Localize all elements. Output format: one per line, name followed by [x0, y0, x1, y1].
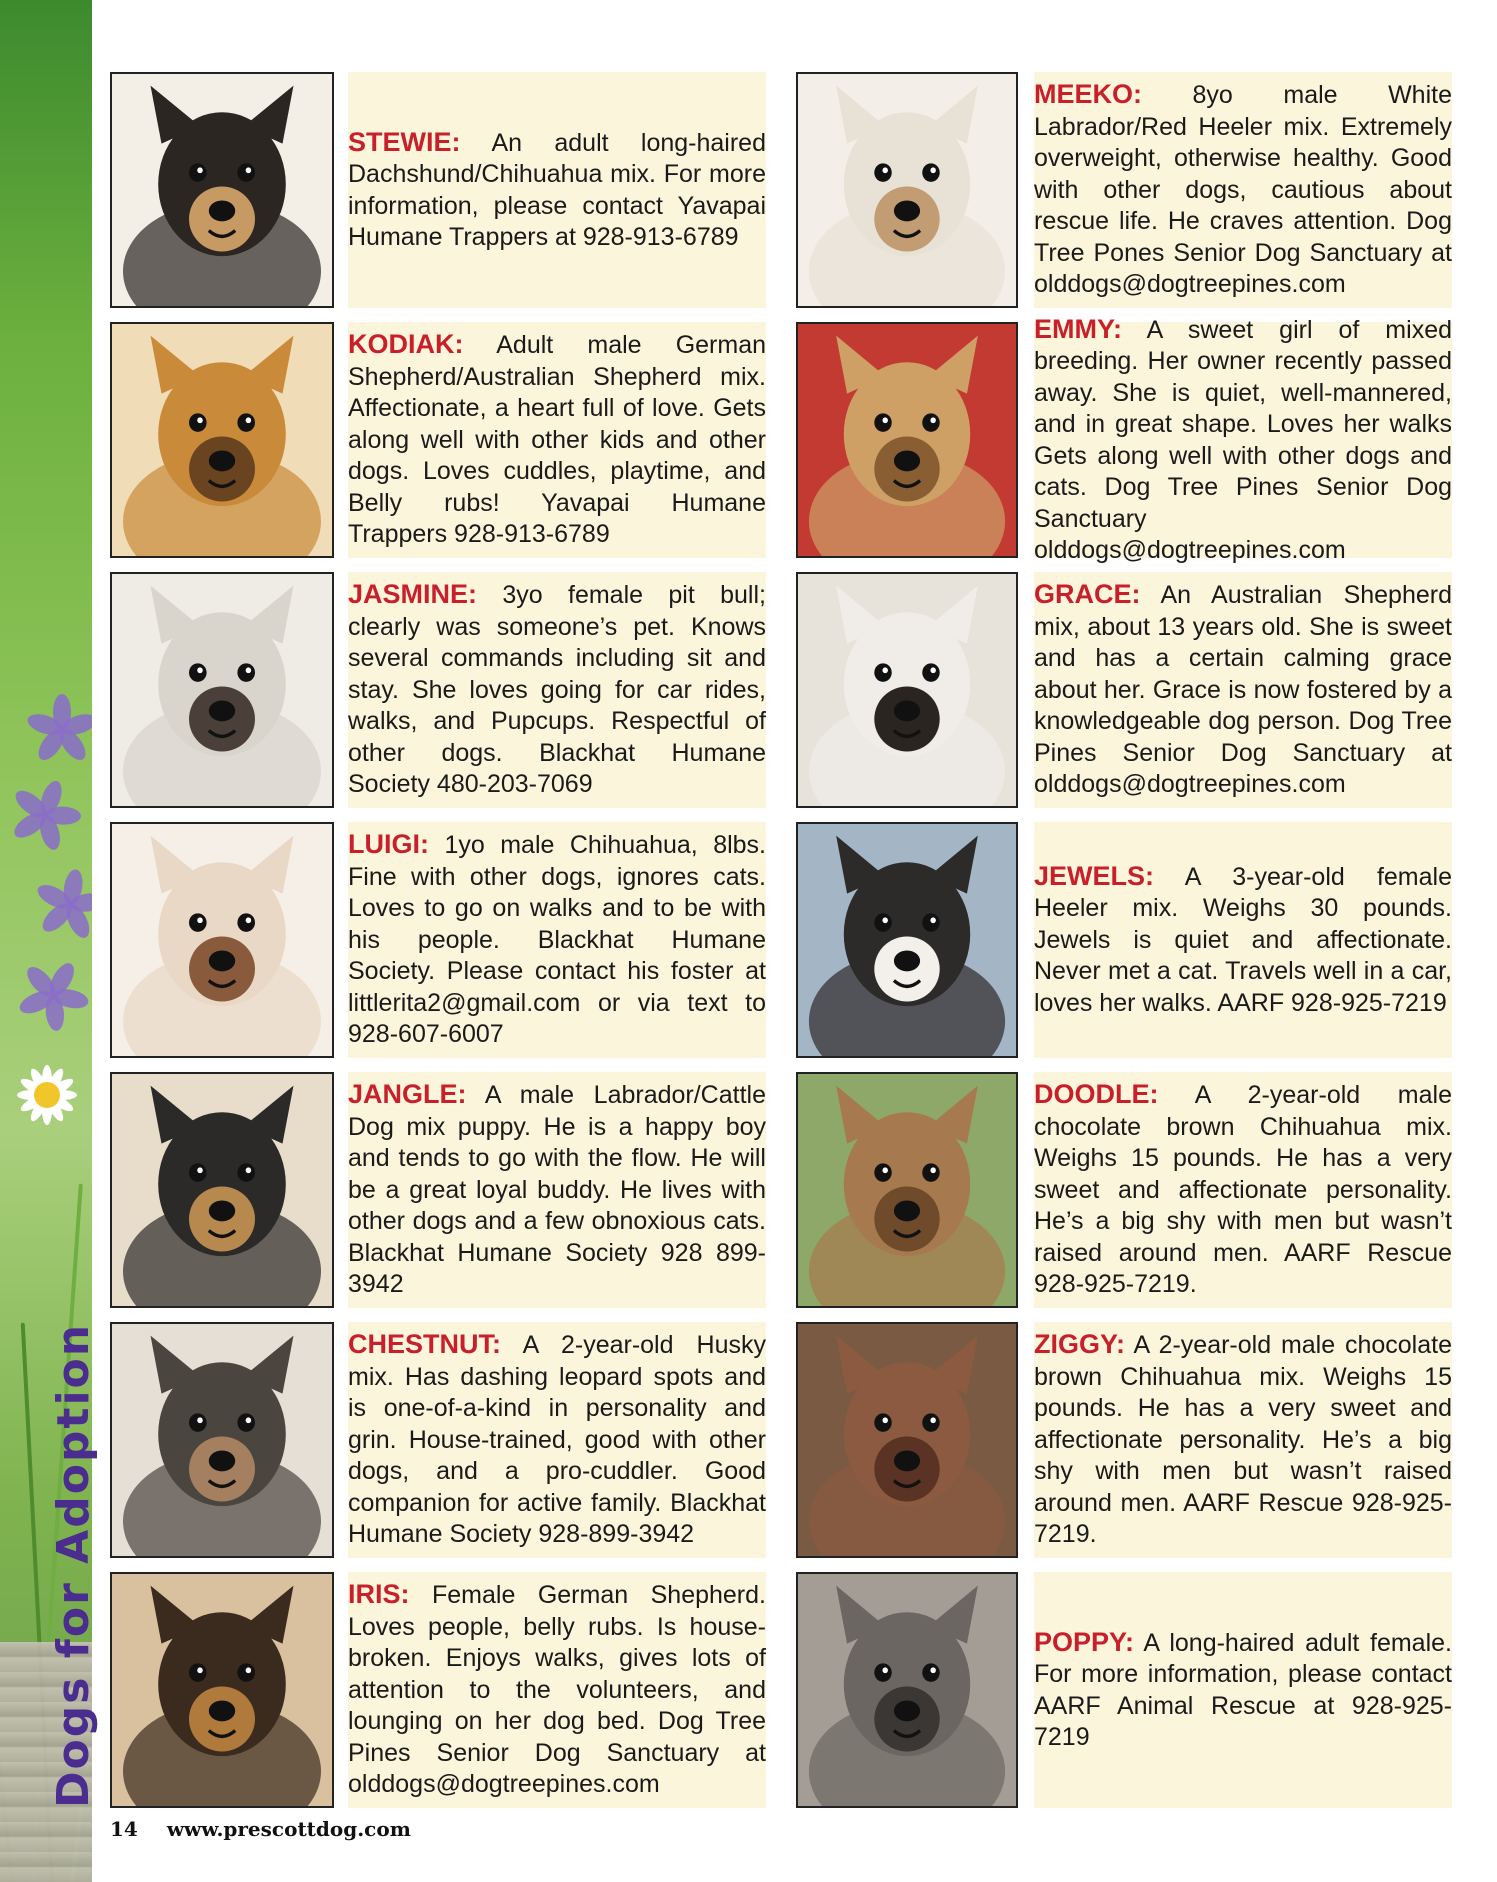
stewie-photo [110, 72, 334, 308]
dog-name: LUIGI: [348, 829, 429, 860]
dog-description [348, 127, 766, 254]
dog-description [348, 579, 766, 801]
dog-details: A 3-year-old female Heeler mix. Weighs 30 pounds. Jewels is quiet and affectionate. Never met a cat. Travels well in a car, loves her walks. AARF 928-925-7219 [1034, 862, 1452, 1017]
dog-details: An Australian Shepherd mix, about 13 years old. She is sweet and has a certain calming grace about her. Grace is now fostered by a knowledgeable dog person. Dog Tree Pines Senior Dog Sanctuary at olddogs@dogtreepines.com [1034, 581, 1452, 799]
jewels-photo [796, 822, 1018, 1058]
doodle-photo [796, 1072, 1018, 1308]
dog-name: IRIS: [348, 1579, 410, 1610]
jasmine-photo [110, 572, 334, 808]
dog-description-box [1034, 313, 1452, 564]
purple-flower-icon [22, 690, 92, 770]
emmy-photo [796, 322, 1018, 558]
ziggy-photo [796, 1322, 1018, 1558]
dog-description [348, 829, 766, 1051]
dog-description [1034, 579, 1452, 801]
dog-details: A 2-year-old male chocolate brown Chihuahua mix. Weighs 15 pounds. He has a very sweet and affectionate personality. He’s a big shy with men but wasn’t raised around men. AARF Rescue 928-925-7219. [1034, 1081, 1452, 1299]
chestnut-photo [110, 1322, 334, 1558]
page-footer [110, 1817, 411, 1841]
dog-details: 1yo male Chihuahua, 8lbs. Fine with other dogs, ignores cats. Loves to go on walks and to be with his people. Blackhat Humane Society. Please contact his foster at littlerita2@gmail.com or via text to 928-607-6007 [348, 831, 766, 1049]
dog-description-box [1034, 1072, 1452, 1308]
dog-description-box [348, 1322, 766, 1558]
dog-details: A 2-year-old Husky mix. Has dashing leopard spots and is one-of-a-kind in personality and grin. House-trained, good with other dogs, and a pro-cuddler. Good companion for active family. Blackhat Humane Society 928-899-3942 [348, 1331, 766, 1549]
dog-description [1034, 79, 1452, 301]
dog-details: 8yo male White Labrador/Red Heeler mix. Extremely overweight, otherwise healthy. Good with other dogs, cautious about rescue life. He craves attention. Dog Tree Pones Senior Dog Sanctuary at olddogs@dogtreepines.com [1034, 81, 1452, 299]
dog-name: MEEKO: [1034, 79, 1142, 110]
dog-name: POPPY: [1034, 1626, 1135, 1657]
page-number: 14 [110, 1817, 138, 1841]
dog-description-box [348, 572, 766, 808]
dog-details: Female German Shepherd. Loves people, belly rubs. Is house-broken. Enjoys walks, gives lots of attention to the volunteers, and lounging on her dog bed. Dog Tree Pines Senior Dog Sanctuary at olddogs@dogtreepines.com [348, 1581, 766, 1799]
poppy-photo [796, 1572, 1018, 1808]
meeko-photo [796, 72, 1018, 308]
dog-details: 3yo female pit bull; clearly was someone’s pet. Knows several commands including sit and stay. She loves going for car rides, walks, and Pupcups. Respectful of other dogs. Blackhat Humane Society 480-203-7069 [348, 581, 766, 799]
dog-description-box [348, 1072, 766, 1308]
dog-description [348, 1079, 766, 1301]
dog-details: A 2-year-old male chocolate brown Chihuahua mix. Weighs 15 pounds. He has a very sweet and affectionate personality. He’s a big shy with men but wasn’t raised around men. AARF Rescue 928-925-7219. [1034, 1331, 1452, 1549]
dog-description-box [1034, 1572, 1452, 1808]
purple-flower-icon [18, 960, 88, 1030]
purple-flower-icon [35, 870, 92, 940]
dog-description [348, 1579, 766, 1801]
section-title: Dogs for Adoption [48, 1322, 99, 1808]
dog-description [1034, 314, 1452, 567]
dog-details: Adult male German Shepherd/Australian Shepherd mix. Affectionate, a heart full of love. Gets along well with other kids and other dogs. Loves cuddles, playtime, and Belly rubs! Yavapai Humane Trappers 928-913-6789 [348, 331, 766, 549]
dog-description [1034, 1329, 1452, 1551]
dog-description-box [348, 822, 766, 1058]
dog-name: JASMINE: [348, 579, 478, 610]
dog-description-box [348, 1572, 766, 1808]
jangle-photo [110, 1072, 334, 1308]
dog-name: JEWELS: [1034, 860, 1155, 891]
dog-name: EMMY: [1034, 313, 1122, 344]
dog-description-box [1034, 1322, 1452, 1558]
dog-description [1034, 1079, 1452, 1301]
dog-details: A sweet girl of mixed breeding. Her owner recently passed away. She is quiet, well-mannered, and in great shape. Loves her walks Gets along well with other dogs and cats. Dog Tree Pines Senior Dog Sanctuary olddogs@dogtreepines.com [1034, 315, 1452, 564]
dog-name: KODIAK: [348, 329, 464, 360]
kodiak-photo [110, 322, 334, 558]
luigi-photo [110, 822, 334, 1058]
dog-details: A male Labrador/Cattle Dog mix puppy. He is a happy boy and tends to go with the flow. He will be a great loyal buddy. He lives with other dogs and a few obnoxious cats. Blackhat Humane Society 928 899-3942 [348, 1081, 766, 1299]
dog-name: ZIGGY: [1034, 1329, 1125, 1360]
daisy-icon [12, 1060, 82, 1130]
dog-description-box [1034, 822, 1452, 1058]
purple-flower-icon [10, 780, 80, 850]
dog-description-box [1034, 72, 1452, 308]
dog-description-box [1034, 572, 1452, 808]
dog-name: DOODLE: [1034, 1079, 1159, 1110]
website-link[interactable]: www.prescottdog.com [166, 1817, 411, 1841]
iris-photo [110, 1572, 334, 1808]
dog-name: JANGLE: [348, 1079, 467, 1110]
dog-name: CHESTNUT: [348, 1329, 501, 1360]
grace-photo [796, 572, 1018, 808]
dog-name: GRACE: [1034, 579, 1141, 610]
dog-description-box [348, 72, 766, 308]
dog-details: A long-haired adult female. For more information, please contact AARF Animal Rescue at 928-925-7219 [1034, 1628, 1452, 1751]
dog-description [1034, 1627, 1452, 1754]
dog-description [348, 329, 766, 551]
dog-description [348, 1329, 766, 1551]
dog-description-box [348, 322, 766, 558]
dog-details: An adult long-haired Dachshund/Chihuahua mix. For more information, please contact Yavapai Humane Trappers at 928-913-6789 [348, 128, 766, 251]
dog-description [1034, 861, 1452, 1020]
dog-name: STEWIE: [348, 126, 461, 157]
